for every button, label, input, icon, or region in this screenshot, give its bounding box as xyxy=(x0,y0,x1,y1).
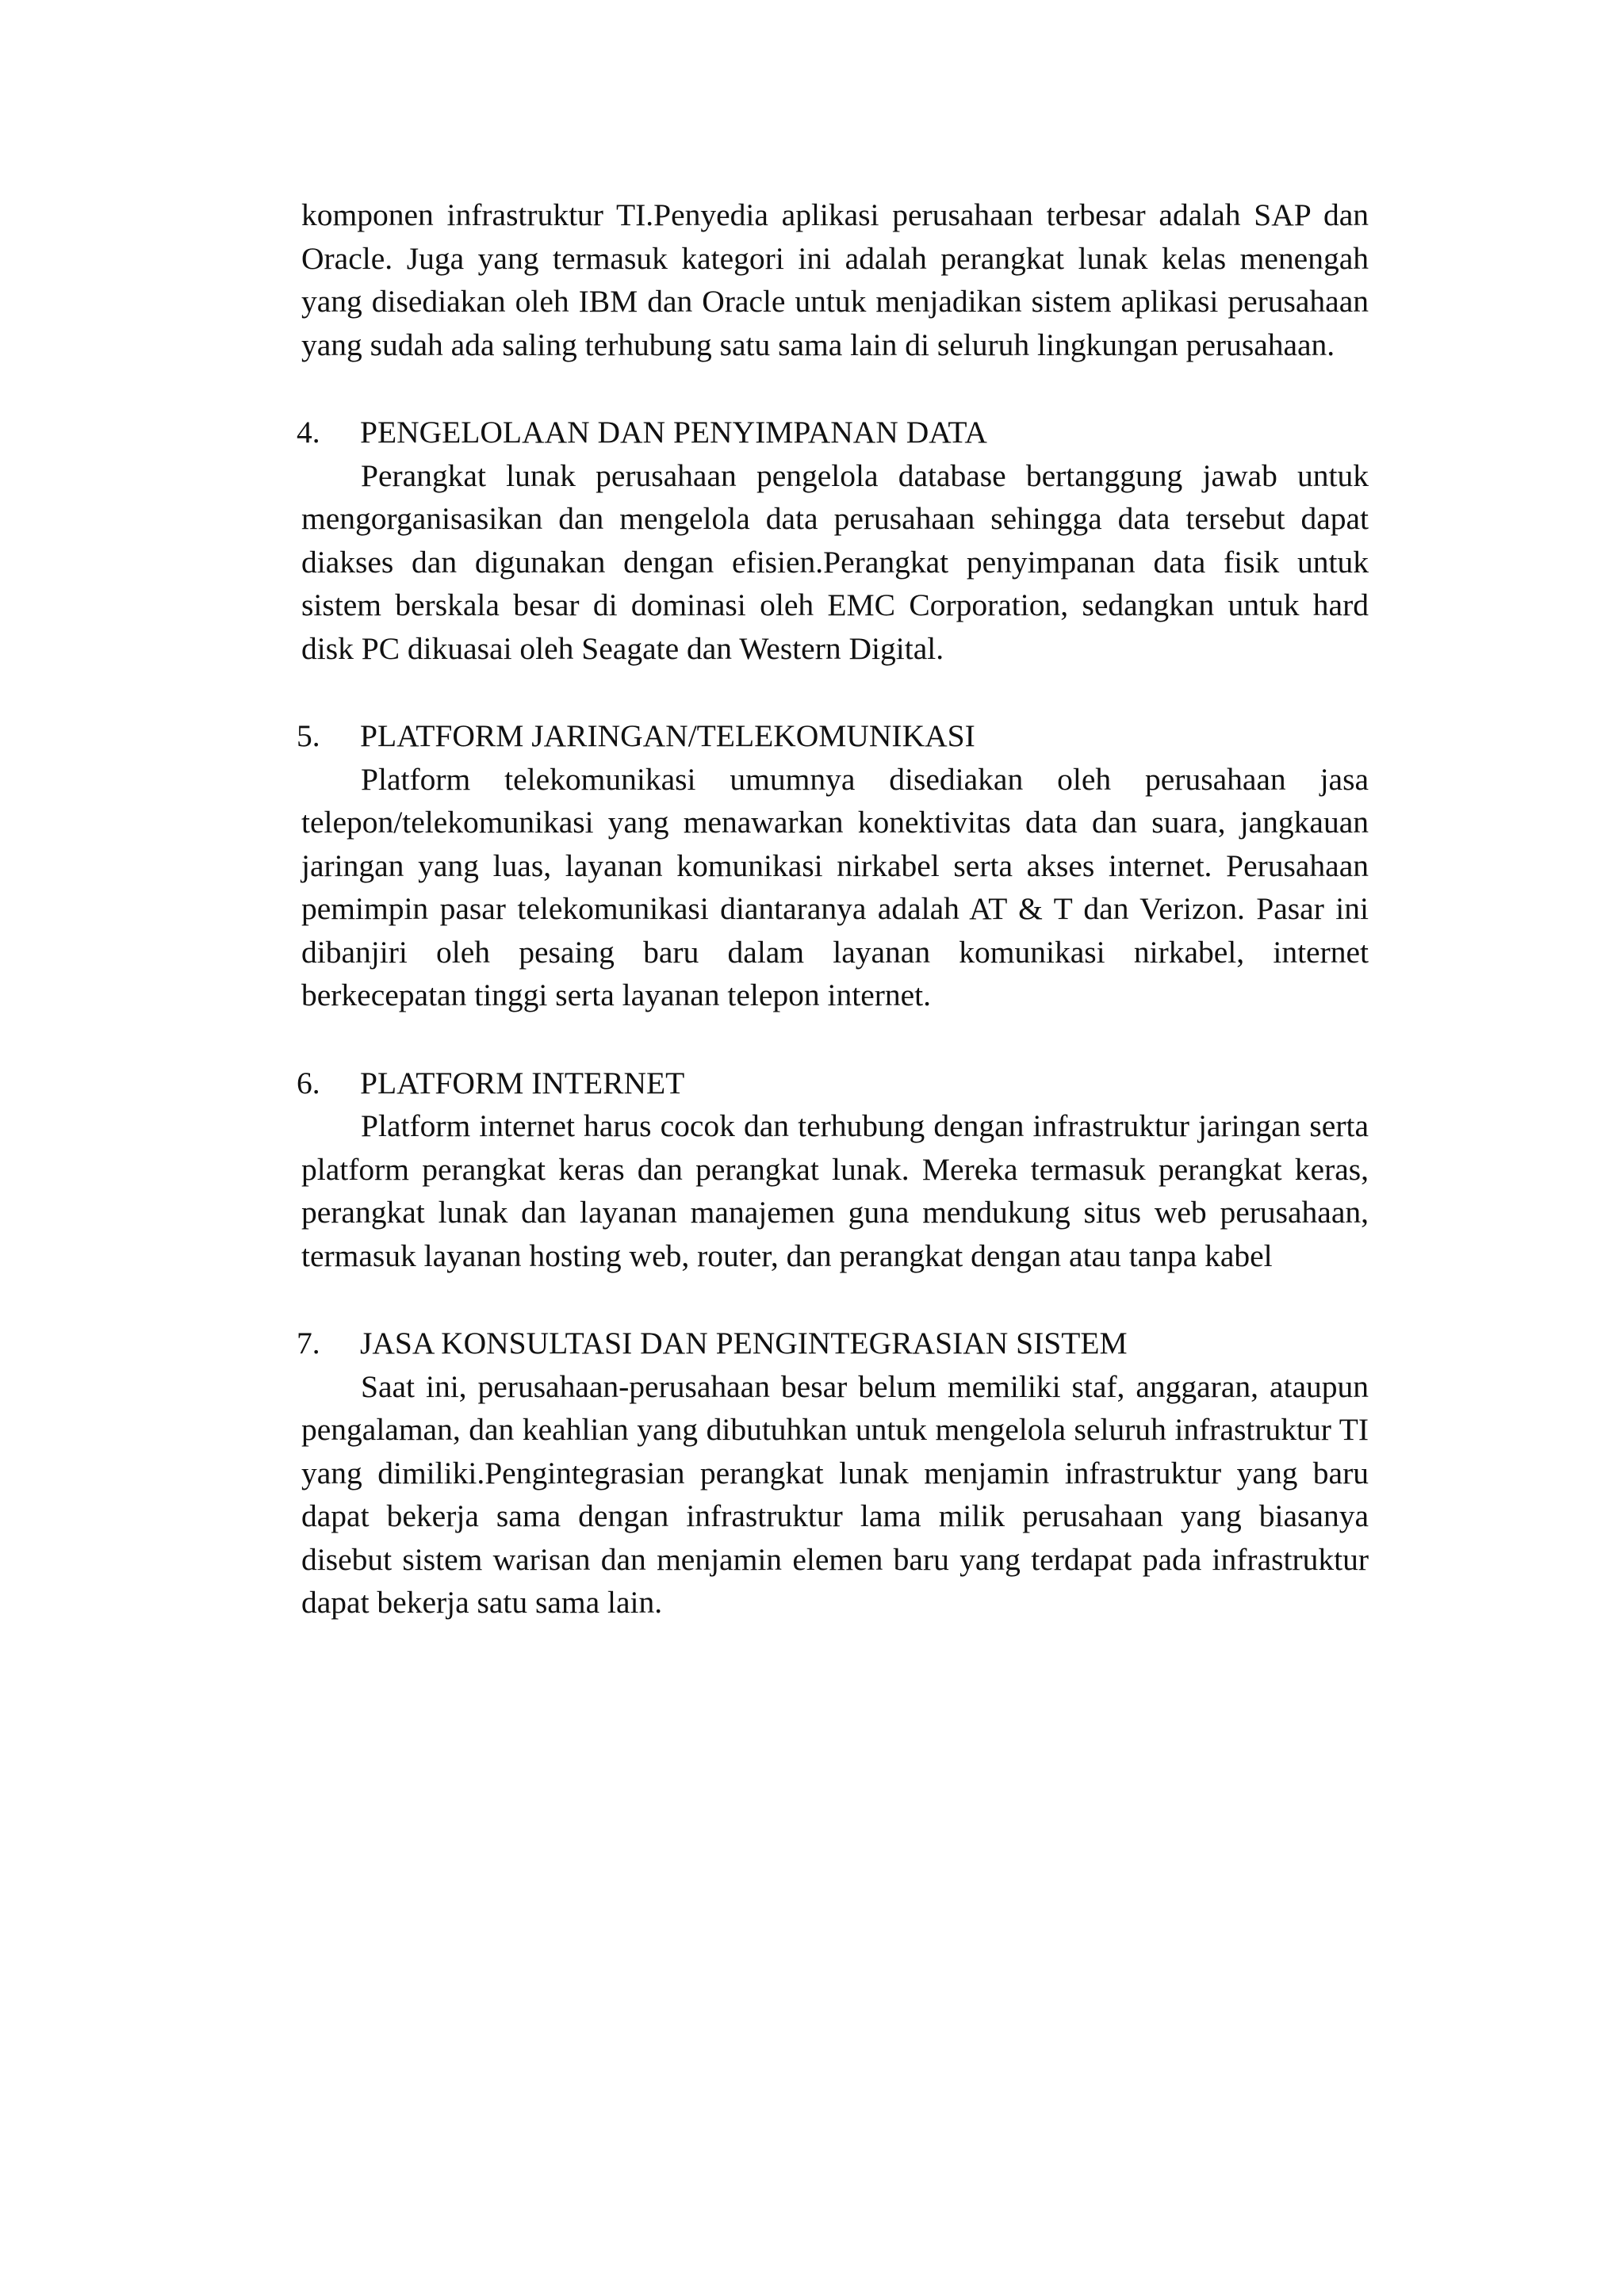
section-4 xyxy=(297,411,1369,670)
section-body: Saat ini, perusahaan-perusahaan besar belum memiliki staf, anggaran, ataupun pengalaman, dan keahlian yang dibutuhkan untuk mengelola seluruh infrastruktur TI yang dimiliki.Pengintegrasian perangkat lunak menjamin infrastruktur yang baru dapat bekerja sama dengan infrastruktur lama milik perusahaan yang biasanya disebut sistem warisan dan menjamin elemen baru yang terdapat pada infrastruktur dapat bekerja satu sama lain. xyxy=(301,1368,1369,1620)
intro-paragraph: komponen infrastruktur TI.Penyedia aplikasi perusahaan terbesar adalah SAP dan Oracle. Juga yang termasuk kategori ini adalah perangkat lunak kelas menengah yang disediakan oleh IBM dan Oracle untuk menjadikan sistem aplikasi perusahaan yang sudah ada saling terhubung satu sama lain di seluruh lingkungan perusahaan. xyxy=(301,197,1369,362)
section-5 xyxy=(297,714,1369,1017)
section-title: JASA KONSULTASI DAN PENGINTEGRASIAN SISTEM xyxy=(360,1326,1128,1360)
section-heading xyxy=(297,1062,1369,1105)
section-title: PLATFORM JARINGAN/TELEKOMUNIKASI xyxy=(360,718,975,753)
section-heading xyxy=(297,411,1369,454)
section-number: 7. xyxy=(297,1326,320,1360)
section-title: PLATFORM INTERNET xyxy=(360,1065,685,1100)
section-6 xyxy=(297,1062,1369,1278)
section-heading xyxy=(297,1322,1369,1365)
section-title: PENGELOLAAN DAN PENYIMPANAN DATA xyxy=(360,415,987,450)
section-number: 5. xyxy=(297,718,320,753)
section-body: Platform telekomunikasi umumnya disediakan oleh perusahaan jasa telepon/telekomunikasi yang menawarkan konektivitas data dan suara, jangkauan jaringan yang luas, layanan komunikasi nirkabel serta akses internet. Perusahaan pemimpin pasar telekomunikasi diantaranya adalah AT & T dan Verizon. Pasar ini dibanjiri oleh pesaing baru dalam layanan komunikasi nirkabel, internet berkecepatan tinggi serta layanan telepon internet. xyxy=(301,761,1369,1012)
section-7 xyxy=(297,1322,1369,1624)
section-number: 4. xyxy=(297,415,320,450)
section-number: 6. xyxy=(297,1065,320,1100)
document-page xyxy=(297,193,1369,1624)
section-body: Platform internet harus cocok dan terhubung dengan infrastruktur jaringan serta platform perangkat keras dan perangkat lunak. Mereka termasuk perangkat keras, perangkat lunak dan layanan manajemen guna mendukung situs web perusahaan, termasuk layanan hosting web, router, dan perangkat dengan atau tanpa kabel xyxy=(301,1108,1369,1273)
section-heading xyxy=(297,714,1369,758)
section-body: Perangkat lunak perusahaan pengelola database bertanggung jawab untuk mengorganisasikan dan mengelola data perusahaan sehingga data tersebut dapat diakses dan digunakan dengan efisien.Perangkat penyimpanan data fisik untuk sistem berskala besar di dominasi oleh EMC Corporation, sedangkan untuk hard disk PC dikuasai oleh Seagate dan Western Digital. xyxy=(301,457,1369,666)
